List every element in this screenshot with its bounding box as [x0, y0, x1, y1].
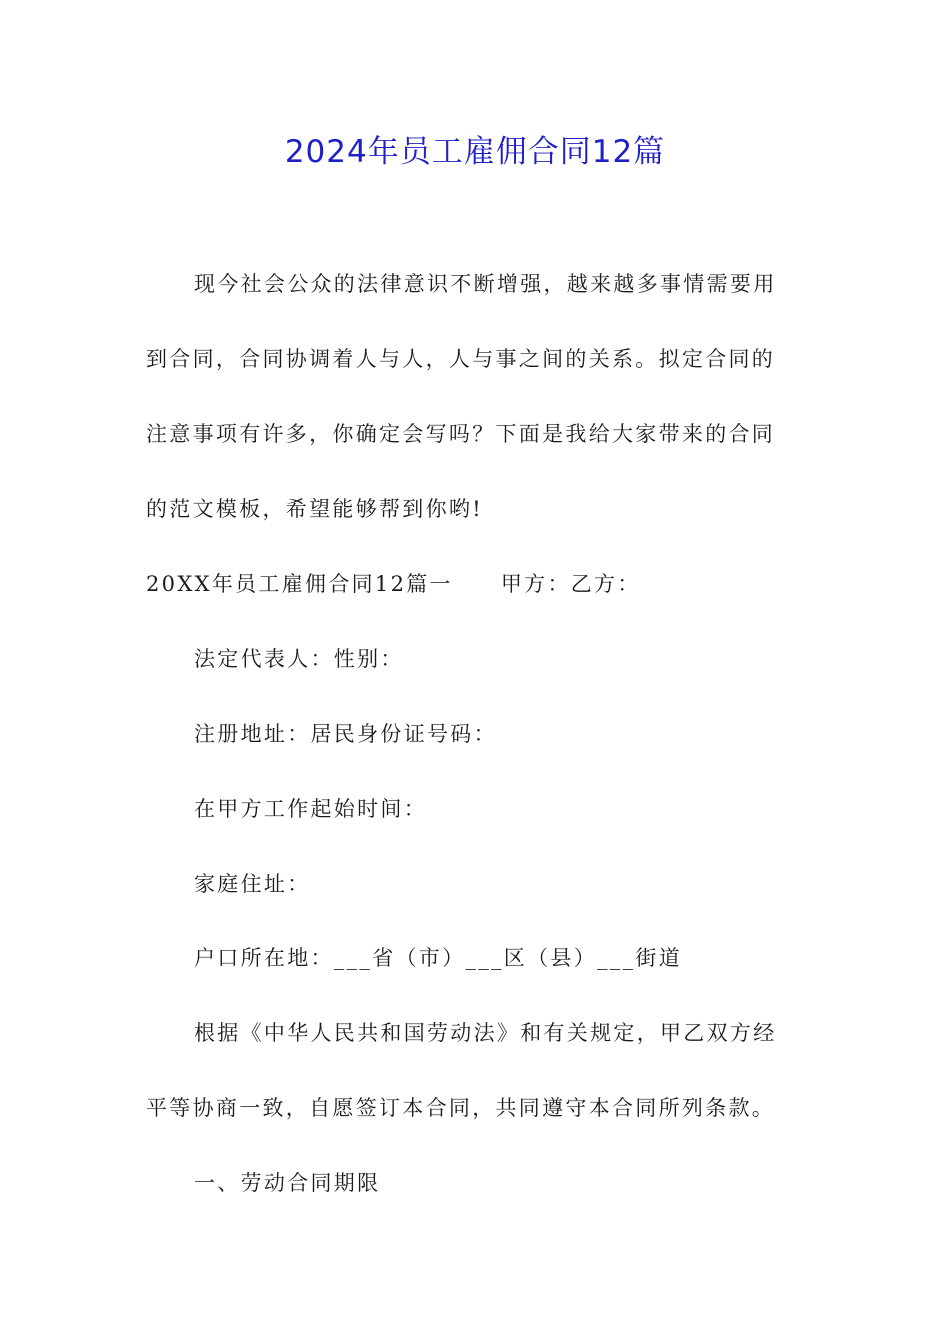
basis-line-1: 根据《中华人民共和国劳动法》和有关规定，甲乙双方经	[194, 1021, 777, 1045]
intro-line-3: 注意事项有许多，你确定会写吗？下面是我给大家带来的合同	[146, 422, 776, 446]
field-registered-address: 注册地址：居民身份证号码：	[194, 722, 497, 746]
basis-line-2: 平等协商一致，自愿签订本合同，共同遵守本合同所列条款。	[146, 1096, 776, 1120]
document-title: 2024年员工雇佣合同12篇	[284, 134, 666, 170]
field-start-time: 在甲方工作起始时间：	[194, 797, 427, 821]
intro-line-4: 的范文模板，希望能够帮到你哟!	[146, 497, 483, 521]
section-heading-line	[146, 566, 816, 602]
section-heading: 20XX年员工雇佣合同12篇一	[146, 572, 453, 596]
field-home-address: 家庭住址：	[194, 872, 311, 896]
intro-line-2: 到合同，合同协调着人与人，人与事之间的关系。拟定合同的	[146, 347, 776, 371]
field-legal-representative: 法定代表人：性别：	[194, 647, 404, 671]
clause-heading-1: 一、劳动合同期限	[194, 1171, 381, 1195]
intro-line-1: 现今社会公众的法律意识不断增强，越来越多事情需要用	[194, 272, 777, 296]
parties-label: 甲方：乙方：	[500, 572, 641, 596]
field-household-registration: 户口所在地：___省（市）___区（县）___街道	[194, 946, 682, 970]
